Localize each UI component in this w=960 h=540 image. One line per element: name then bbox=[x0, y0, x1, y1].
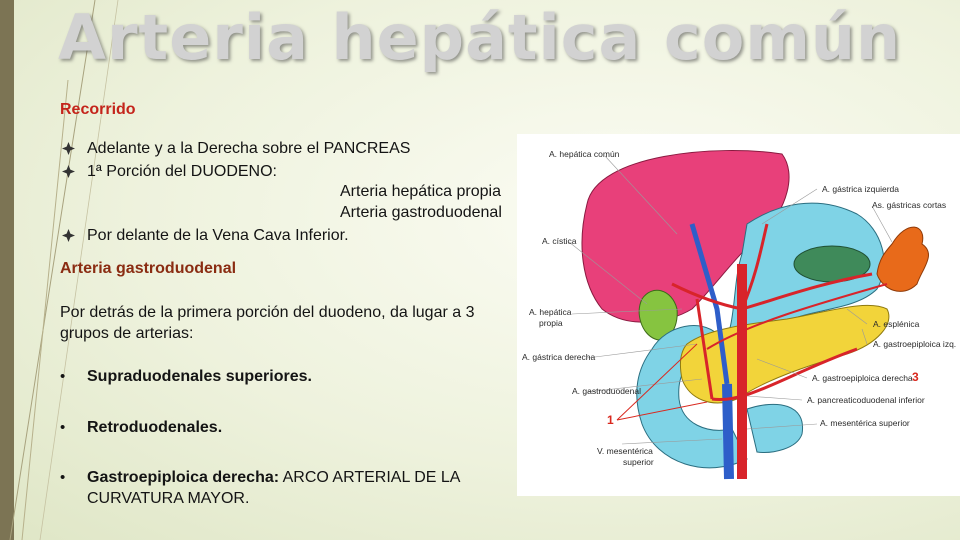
number-3: 3 bbox=[912, 370, 919, 384]
section-heading-gastroduodenal: Arteria gastroduodenal bbox=[60, 259, 237, 277]
slide-title: Arteria hepática común bbox=[58, 1, 902, 74]
spleen-shape bbox=[877, 227, 928, 291]
label-hepatica-comun: A. hepática común bbox=[549, 149, 620, 159]
anatomy-figure bbox=[517, 134, 960, 496]
recorrido-list bbox=[60, 139, 515, 247]
label-v-mesenterica-2: superior bbox=[623, 457, 654, 467]
label-esplenica: A. esplénica bbox=[873, 319, 920, 329]
diamond-bullet-icon bbox=[62, 142, 75, 155]
list-item bbox=[60, 226, 515, 247]
list-item-text: ARCO ARTERIAL DE LA CURVATURA MAYOR. bbox=[87, 469, 460, 508]
label-hepatica-propia-1: A. hepática bbox=[529, 307, 572, 317]
label-cistica: A. cística bbox=[542, 236, 577, 246]
label-gastroduodenal: A. gastroduodenal bbox=[572, 386, 641, 396]
label-gastrica-izquierda: A. gástrica izquierda bbox=[822, 184, 900, 194]
list-item-text: Adelante y a la Derecha sobre el PANCREAS bbox=[87, 139, 411, 157]
list-item-bold: Gastroepiploica derecha: bbox=[87, 469, 280, 487]
label-gastroepiploica-izq: A. gastroepiploica izq. bbox=[873, 339, 957, 349]
list-item bbox=[60, 468, 515, 510]
section-paragraph: Por detrás de la primera porción del duodeno, da lugar a 3 grupos de arterias: bbox=[60, 303, 475, 343]
label-gastricas-cortas: As. gástricas cortas bbox=[872, 200, 947, 210]
list-item bbox=[60, 139, 515, 160]
list-item bbox=[60, 162, 515, 224]
list-item bbox=[60, 418, 515, 439]
diamond-bullet-icon bbox=[62, 229, 75, 242]
label-mesenterica-superior: A. mesentérica superior bbox=[820, 418, 910, 428]
label-gastroepiploica-derecha: A. gastroepiploica derecha bbox=[812, 373, 913, 383]
subitem-hepatica-propia: Arteria hepática propia bbox=[340, 183, 501, 201]
list-item-bold: Supraduodenales superiores. bbox=[87, 367, 312, 385]
list-item-text: 1ª Porción del DUODENO: bbox=[87, 162, 277, 180]
label-hepatica-propia-2: propia bbox=[539, 318, 563, 328]
label-pancreaticoduodenal: A. pancreaticoduodenal inferior bbox=[807, 395, 925, 405]
label-gastrica-derecha: A. gástrica derecha bbox=[522, 352, 596, 362]
list-item-bold: Retroduodenales. bbox=[87, 418, 223, 436]
content-area bbox=[60, 100, 515, 510]
diamond-bullet-icon bbox=[62, 165, 75, 178]
section-heading-recorrido: Recorrido bbox=[60, 101, 136, 118]
number-1: 1 bbox=[607, 413, 614, 427]
list-item bbox=[60, 367, 515, 388]
arteries-list bbox=[60, 367, 515, 510]
label-v-mesenterica-1: V. mesentérica bbox=[597, 446, 653, 456]
list-item-text: Por delante de la Vena Cava Inferior. bbox=[87, 226, 349, 244]
subitem-gastroduodenal: Arteria gastroduodenal bbox=[340, 204, 502, 222]
